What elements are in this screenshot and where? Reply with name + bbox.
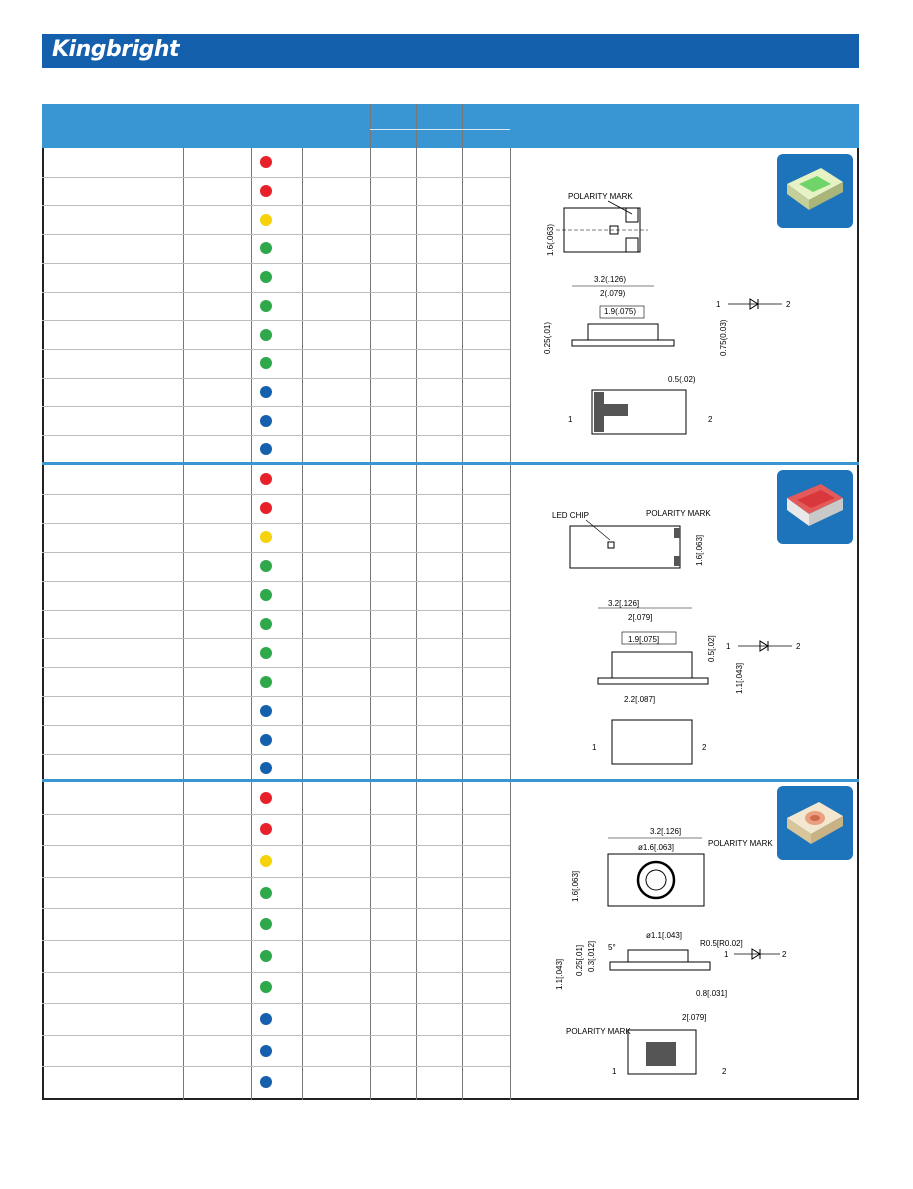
green-color-dot	[260, 887, 272, 899]
package-drawing-1	[542, 184, 742, 444]
svg-text:LED CHIP: LED CHIP	[552, 511, 589, 520]
green-color-dot	[260, 300, 272, 312]
green-color-dot	[260, 329, 272, 341]
svg-text:1: 1	[726, 642, 731, 651]
row-divider	[42, 814, 510, 815]
green-color-dot	[260, 271, 272, 283]
svg-text:3.2[.126]: 3.2[.126]	[650, 827, 682, 836]
svg-text:1.6[.063]: 1.6[.063]	[571, 870, 580, 902]
table-header	[42, 104, 859, 148]
row-divider	[42, 610, 510, 611]
blue-color-dot	[260, 1013, 272, 1025]
diode-symbol-1	[712, 294, 802, 314]
blue-color-dot	[260, 734, 272, 746]
svg-text:1: 1	[724, 950, 729, 959]
row-divider	[42, 378, 510, 379]
svg-text:1.9(.075): 1.9(.075)	[604, 307, 637, 316]
svg-text:ø1.1[.043]: ø1.1[.043]	[646, 931, 683, 940]
svg-text:2: 2	[782, 950, 787, 959]
column-divider	[462, 104, 463, 1100]
row-divider	[42, 406, 510, 407]
product-table	[42, 104, 859, 1100]
svg-text:1: 1	[592, 743, 597, 752]
svg-text:2: 2	[786, 300, 791, 309]
blue-color-dot	[260, 386, 272, 398]
row-divider	[42, 523, 510, 524]
row-divider	[42, 845, 510, 846]
diode-symbol-3	[720, 944, 810, 964]
row-divider	[42, 638, 510, 639]
svg-text:0.25(.01): 0.25(.01)	[543, 321, 552, 354]
svg-text:1: 1	[716, 300, 721, 309]
led-photo-2	[777, 470, 853, 544]
header-subdivider	[370, 129, 510, 130]
red-color-dot	[260, 502, 272, 514]
svg-text:POLARITY MARK: POLARITY MARK	[646, 509, 711, 518]
row-divider	[42, 581, 510, 582]
package-drawing-2	[542, 504, 742, 764]
row-divider	[42, 667, 510, 668]
row-divider	[42, 349, 510, 350]
svg-text:1.6[.063]: 1.6[.063]	[695, 534, 704, 566]
red-color-dot	[260, 792, 272, 804]
row-divider	[42, 552, 510, 553]
led-photo-1	[777, 154, 853, 228]
brand-logo: Kingbright	[52, 37, 180, 62]
blue-color-dot	[260, 705, 272, 717]
green-color-dot	[260, 560, 272, 572]
svg-text:1.6(.063): 1.6(.063)	[546, 223, 555, 256]
red-color-dot	[260, 823, 272, 835]
svg-text:3.2[.126]: 3.2[.126]	[608, 599, 640, 608]
svg-text:0.25[.01]: 0.25[.01]	[575, 944, 584, 976]
row-divider	[42, 754, 510, 755]
row-divider	[42, 1035, 510, 1036]
column-divider	[370, 104, 371, 1100]
svg-text:POLARITY MARK: POLARITY MARK	[566, 1027, 631, 1036]
green-color-dot	[260, 357, 272, 369]
row-divider	[42, 435, 510, 436]
blue-color-dot	[260, 1045, 272, 1057]
svg-text:0.5(.02): 0.5(.02)	[668, 375, 696, 384]
row-divider	[42, 292, 510, 293]
row-divider	[42, 320, 510, 321]
green-color-dot	[260, 918, 272, 930]
diode-symbol-2	[722, 636, 812, 656]
svg-text:2: 2	[708, 415, 713, 424]
blue-color-dot	[260, 762, 272, 774]
red-color-dot	[260, 185, 272, 197]
column-divider	[416, 104, 417, 1100]
yellow-color-dot	[260, 531, 272, 543]
svg-text:0.5[.02]: 0.5[.02]	[707, 635, 716, 662]
green-color-dot	[260, 242, 272, 254]
svg-text:R0.5[R0.02]: R0.5[R0.02]	[700, 939, 743, 948]
row-divider	[42, 725, 510, 726]
svg-text:2: 2	[722, 1067, 727, 1076]
green-color-dot	[260, 676, 272, 688]
svg-text:0.3[.012]: 0.3[.012]	[587, 940, 596, 972]
svg-text:0.75(0.03): 0.75(0.03)	[719, 319, 728, 356]
polarity-mark-label: POLARITY MARK	[568, 192, 633, 201]
svg-text:2[.079]: 2[.079]	[628, 613, 653, 622]
section-separator	[42, 779, 859, 782]
table-border-right	[857, 148, 859, 1100]
svg-text:1.1[.043]: 1.1[.043]	[735, 662, 744, 694]
svg-text:2: 2	[702, 743, 707, 752]
green-color-dot	[260, 950, 272, 962]
section-separator	[42, 462, 859, 465]
column-divider	[510, 148, 511, 1100]
green-color-dot	[260, 647, 272, 659]
red-color-dot	[260, 473, 272, 485]
row-divider	[42, 696, 510, 697]
blue-color-dot	[260, 415, 272, 427]
row-divider	[42, 205, 510, 206]
brand-banner	[42, 34, 859, 68]
table-border-bottom	[42, 1098, 859, 1100]
row-divider	[42, 877, 510, 878]
row-divider	[42, 263, 510, 264]
svg-text:2: 2	[796, 642, 801, 651]
row-divider	[42, 177, 510, 178]
red-color-dot	[260, 156, 272, 168]
svg-text:1: 1	[612, 1067, 617, 1076]
blue-color-dot	[260, 443, 272, 455]
green-color-dot	[260, 981, 272, 993]
svg-text:1: 1	[568, 415, 573, 424]
svg-text:2.2[.087]: 2.2[.087]	[624, 695, 656, 704]
row-divider	[42, 908, 510, 909]
row-divider	[42, 940, 510, 941]
green-color-dot	[260, 618, 272, 630]
svg-text:2(.079): 2(.079)	[600, 289, 626, 298]
yellow-color-dot	[260, 214, 272, 226]
svg-text:1.1[.043]: 1.1[.043]	[555, 958, 564, 990]
svg-text:1.9[.075]: 1.9[.075]	[628, 635, 660, 644]
blue-color-dot	[260, 1076, 272, 1088]
row-divider	[42, 234, 510, 235]
green-color-dot	[260, 589, 272, 601]
svg-text:5°: 5°	[608, 943, 616, 952]
svg-text:3.2(.126): 3.2(.126)	[594, 275, 627, 284]
svg-text:0.8[.031]: 0.8[.031]	[696, 989, 728, 998]
row-divider	[42, 1066, 510, 1067]
row-divider	[42, 972, 510, 973]
row-divider	[42, 1003, 510, 1004]
svg-text:POLARITY MARK: POLARITY MARK	[708, 839, 773, 848]
yellow-color-dot	[260, 855, 272, 867]
row-divider	[42, 494, 510, 495]
svg-text:ø1.6[.063]: ø1.6[.063]	[638, 843, 675, 852]
svg-text:2[.079]: 2[.079]	[682, 1013, 707, 1022]
